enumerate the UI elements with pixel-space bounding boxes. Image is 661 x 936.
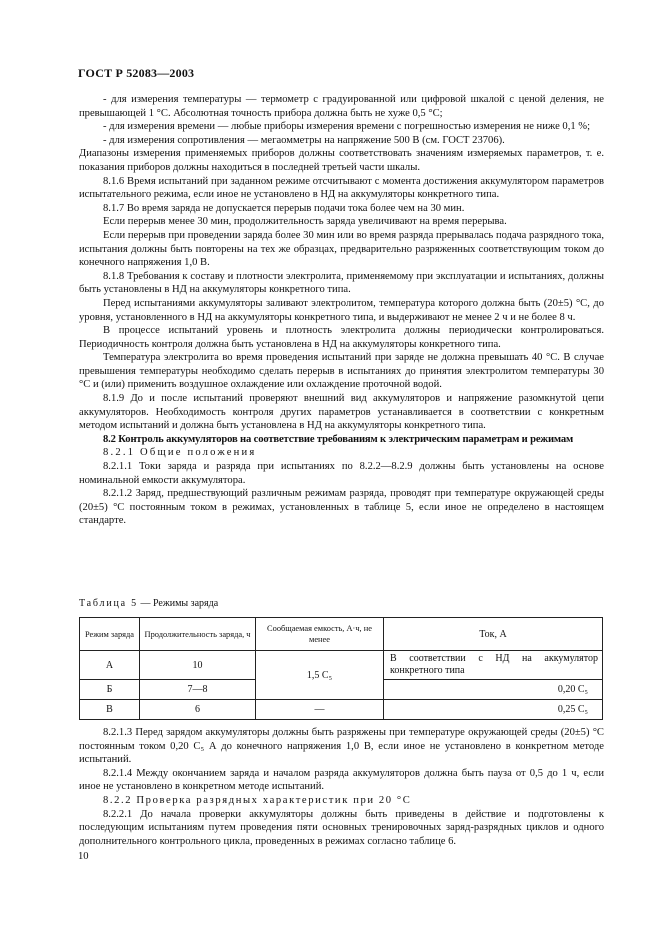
paragraph: В процессе испытаний уровень и плотность электролита должны периодически контролироваться. Периодичность контроля должна быть установлена в НД на аккумуляторы конкретного типа. (79, 325, 604, 350)
paragraph: - для измерения температуры — термометр с градуированной или цифровой шкалой с ценой деления, не превышающей 1 °С. Абсолютная точность прибора должна быть не хуже 0,5 °С; (79, 94, 604, 119)
table-cell-current: 0,20 C₅ (384, 680, 603, 700)
table-caption-label: Таблица 5 (79, 598, 138, 609)
paragraph: 8.1.8 Требования к составу и плотности электролита, применяемому при эксплуатации и испытаниях, должны быть установлены в НД на аккумуляторы конкретного типа. (79, 270, 604, 296)
body-text-bottom (79, 726, 604, 848)
paragraph: 8.2.1.1 Токи заряда и разряда при испытаниях по 8.2.2—8.2.9 должны быть установлены на основе номинальной емкости аккумулятора. (79, 461, 604, 486)
document-header: ГОСТ Р 52083—2003 (78, 66, 195, 80)
table-cell-mode: Б (80, 680, 140, 700)
paragraph: 8.2.2.1 До начала проверки аккумуляторы должны быть приведены в действие и подготовлены к последующим испытаниям путем проведения пяти основных тренировочных заряд-разрядных циклов и одного дополнительного контрольного цикла, проведенных в режимах согласно таблице 6. (79, 808, 604, 847)
table-header-cell: Ток, А (384, 618, 603, 651)
subsection-heading: 8.2.1 Общие положения (103, 447, 257, 459)
page-number: 10 (78, 851, 89, 862)
table-cell-duration: 10 (140, 651, 256, 680)
paragraph: Температура электролита во время проведения испытаний при заряде не должна превышать 40 °С. В случае превышения температуры необходимо сделать перерыв в испытаниях до принятия электролитом температуры 30 °С и (или) применить воздушное охлаждение или охлаждение проточной водой. (79, 352, 604, 391)
section-heading: 8.2 Контроль аккумуляторов на соответствие требованиям к электрическим параметрам и режимам (103, 433, 574, 445)
paragraph: 8.1.7 Во время заряда не допускается перерыв подачи тока более чем на 30 мин. (103, 202, 465, 214)
table-cell-current: В соответствии с НД на аккумулятор конкретного типа (384, 651, 603, 680)
table-cell-duration: 6 (140, 700, 256, 720)
paragraph: 8.2.1.3 Перед зарядом аккумуляторы должны быть разряжены при температуре окружающей среды (20±5) °С постоянным током 0,20 C₅ А до конечного напряжения 1,0 В, если иное не установлено в конкретном методе испытаний. (79, 727, 604, 766)
body-text-top (79, 93, 604, 528)
table-caption-title: — Режимы заряда (137, 598, 219, 609)
table-header-cell: Продолжительность заряда, ч (140, 618, 256, 651)
table-caption (79, 598, 218, 609)
table-cell-capacity: 1,5 C₅ (256, 651, 384, 700)
paragraph: 8.2.1.4 Между окончанием заряда и началом разряда аккумуляторов должна быть пауза от 0,5 до 1 ч, если иное не установлено в конкретном методе испытаний. (79, 767, 604, 793)
paragraph: Диапазоны измерения применяемых приборов должны соответствовать значениям измеряемых параметров, т. е. показания приборов должны находиться в последней третьей части шкалы. (79, 148, 604, 173)
table-cell-mode: В (80, 700, 140, 720)
table-row (80, 700, 603, 720)
table-row (80, 651, 603, 680)
table-cell-mode: А (80, 651, 140, 680)
table-header-cell: Сообщаемая емкость, А·ч, не менее (256, 618, 384, 651)
charge-modes-table (79, 617, 603, 720)
paragraph: - для измерения сопротивления — мегаомметры на напряжение 500 В (см. ГОСТ 23706). (103, 134, 505, 146)
table-cell-current: 0,25 C₅ (384, 700, 603, 720)
table-header-cell: Режим заряда (80, 618, 140, 651)
paragraph: 8.1.6 Время испытаний при заданном режиме отсчитывают с момента достижения аккумулятором параметров испытательного режима, если иное не установлено в НД на аккумуляторы конкретного типа. (79, 175, 604, 201)
paragraph: Если перерыв менее 30 мин, продолжительность заряда увеличивают на время перерыва. (103, 216, 507, 228)
table-cell-duration: 7—8 (140, 680, 256, 700)
paragraph: Если перерыв при проведении заряда более 30 мин или во время разряда прерывалась подача разрядного тока, испытания должны быть повторены на тех же образцах, предварительно разряженных соответствующим током до конечного напряжения 1,0 В. (79, 229, 604, 269)
table-header-row (80, 618, 603, 651)
table-cell-capacity: — (256, 700, 384, 720)
paragraph: - для измерения времени — любые приборы измерения времени с погрешностью измерения не ниже 0,1 %; (103, 121, 591, 133)
subsection-heading: 8.2.2 Проверка разрядных характеристик при 20 °С (103, 794, 412, 806)
paragraph: 8.1.9 До и после испытаний проверяют внешний вид аккумуляторов и напряжение разомкнутой цепи аккумуляторов. Необходимость контроля других параметров устанавливается в соответствии с конкретным методом испытаний и должна быть установлена в НД на аккумуляторы конкретного типа. (79, 393, 604, 432)
paragraph: 8.2.1.2 Заряд, предшествующий различным режимам разряда, проводят при температуре окружающей среды (20±5) °С постоянным током в режимах, установленных в таблице 5, если иное не определено в настоящем стандарте. (79, 488, 604, 527)
paragraph: Перед испытаниями аккумуляторы заливают электролитом, температура которого должна быть (20±5) °С, до уровня, установленного в НД на аккумуляторы конкретного типа, и выдерживают не менее 2 ч и не более 8 ч. (79, 297, 604, 323)
